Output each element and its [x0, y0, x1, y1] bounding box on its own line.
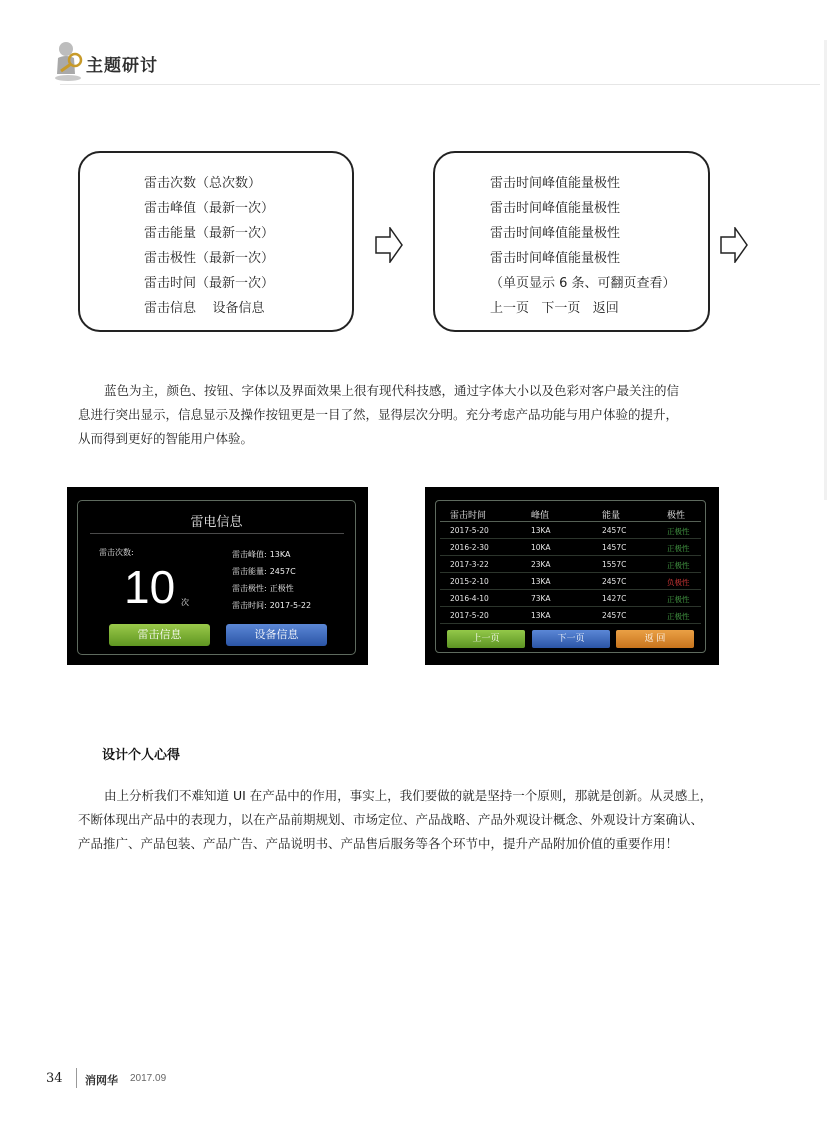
flow-box-line: 雷击次数（总次数）: [144, 176, 262, 191]
cell-peak: 13KA: [531, 577, 551, 586]
flow-box-line: 雷击能量（最新一次）: [144, 226, 275, 241]
prev-page-button[interactable]: 上一页: [447, 630, 525, 648]
cell-energy: 2457C: [602, 526, 627, 535]
peak-field: 雷击峰值: 13KA: [232, 550, 291, 559]
cell-energy: 2457C: [602, 577, 627, 586]
strike-list-screen: [425, 487, 719, 665]
strike-count-label: 雷击次数:: [99, 548, 134, 557]
flow-box-line: 雷击峰值（最新一次）: [144, 201, 275, 216]
flow-box-line: 雷击信息 设备信息: [144, 301, 265, 316]
table-row[interactable]: [440, 607, 701, 624]
cell-polarity: 正极性: [667, 544, 690, 553]
thinking-figure-magnifier-icon: [48, 40, 88, 82]
flow-box-line: 雷击极性（最新一次）: [144, 251, 275, 266]
cell-polarity: 正极性: [667, 612, 690, 621]
flow-box-line: 雷击时间（最新一次）: [144, 276, 275, 291]
polarity-field: 雷击极性: 正极性: [232, 584, 294, 593]
screen-frame: [77, 500, 356, 655]
table-row[interactable]: [440, 522, 701, 539]
cell-polarity: 正极性: [667, 527, 690, 536]
column-header-polarity: 极性: [667, 511, 686, 521]
table-row[interactable]: [440, 573, 701, 590]
cell-peak: 10KA: [531, 543, 551, 552]
cell-peak: 73KA: [531, 594, 551, 603]
flow-box-line: 雷击时间峰值能量极性: [490, 226, 621, 241]
column-header-energy: 能量: [602, 511, 621, 521]
flow-box-line: 雷击时间峰值能量极性: [490, 251, 621, 266]
back-button[interactable]: 返 回: [616, 630, 694, 648]
screen-title: 雷电信息: [190, 515, 243, 530]
section-header: [44, 40, 244, 84]
paragraph-line: 息进行突出显示，信息显示及操作按钮更是一目了然，显得层次分明。充分考虑产品功能与用户体验的提升，: [78, 407, 679, 422]
cell-date: 2017-5-20: [450, 611, 489, 620]
flow-box-main-lines: [144, 171, 274, 321]
flow-box-main-screen: [78, 151, 354, 332]
flow-box-line: （单页显示 6 条、可翻页查看）: [490, 276, 676, 291]
column-header-peak: 峰值: [531, 511, 550, 521]
table-row[interactable]: [440, 590, 701, 607]
table-row[interactable]: [440, 556, 701, 573]
title-divider: [90, 533, 344, 534]
lightning-info-screen: [67, 487, 368, 665]
right-arrow-icon: [720, 227, 748, 263]
device-info-button[interactable]: 设备信息: [226, 624, 327, 646]
right-arrow-icon: [375, 227, 403, 263]
flow-box-list-lines: [490, 171, 676, 321]
magazine-name: 消网华: [85, 1074, 118, 1087]
cell-date: 2016-2-30: [450, 543, 489, 552]
section-header-title: 主题研讨: [86, 56, 158, 76]
cell-date: 2017-5-20: [450, 526, 489, 535]
flow-box-line: 雷击时间峰值能量极性: [490, 176, 621, 191]
cell-peak: 23KA: [531, 560, 551, 569]
strike-count-unit: 次: [181, 598, 189, 607]
cell-polarity: 负极性: [667, 578, 690, 587]
cell-energy: 1457C: [602, 543, 627, 552]
strike-count-value: 10: [124, 561, 176, 613]
paragraph-line: 由上分析我们不难知道 UI 在产品中的作用，事实上，我们要做的就是坚持一个原则，那就是创新。从灵感上，: [104, 788, 713, 803]
strike-info-button[interactable]: 雷击信息: [109, 624, 210, 646]
flow-box-line: 上一页 下一页 返回: [490, 301, 619, 316]
paragraph-line: 不断体现出产品中的表现力，以在产品前期规划、市场定位、产品战略、产品外观设计概念、外观设计方案确认、: [78, 812, 704, 827]
paragraph-design-insight: [78, 784, 728, 856]
screen-frame: [435, 500, 706, 653]
cell-polarity: 正极性: [667, 595, 690, 604]
cell-date: 2016-4-10: [450, 594, 489, 603]
next-page-button[interactable]: 下一页: [532, 630, 610, 648]
paragraph-design-description: [78, 379, 728, 451]
cell-energy: 2457C: [602, 611, 627, 620]
cell-polarity: 正极性: [667, 561, 690, 570]
header-divider: [60, 84, 820, 85]
issue-date: 2017.09: [130, 1073, 167, 1084]
cell-peak: 13KA: [531, 611, 551, 620]
page-number: 34: [46, 1071, 63, 1086]
cell-peak: 13KA: [531, 526, 551, 535]
flow-box-list-screen: [433, 151, 710, 332]
cell-date: 2017-3-22: [450, 560, 489, 569]
column-header-time: 雷击时间: [450, 511, 487, 521]
cell-energy: 1557C: [602, 560, 627, 569]
table-row[interactable]: [440, 539, 701, 556]
cell-energy: 1427C: [602, 594, 627, 603]
flow-box-line: 雷击时间峰值能量极性: [490, 201, 621, 216]
paragraph-line: 从而得到更好的智能用户体验。: [78, 431, 254, 446]
footer-divider: [76, 1068, 77, 1088]
section-subheading: 设计个人心得: [102, 748, 181, 763]
time-field: 雷击时间: 2017-5-22: [232, 601, 312, 610]
cell-date: 2015-2-10: [450, 577, 489, 586]
paragraph-line: 产品推广、产品包装、产品广告、产品说明书、产品售后服务等各个环节中，提升产品附加价值的重要作用！: [78, 836, 679, 851]
energy-field: 雷击能量: 2457C: [232, 567, 296, 576]
paragraph-line: 蓝色为主，颜色、按钮、字体以及界面效果上很有现代科技感，通过字体大小以及色彩对客户最关注的信: [104, 383, 680, 398]
